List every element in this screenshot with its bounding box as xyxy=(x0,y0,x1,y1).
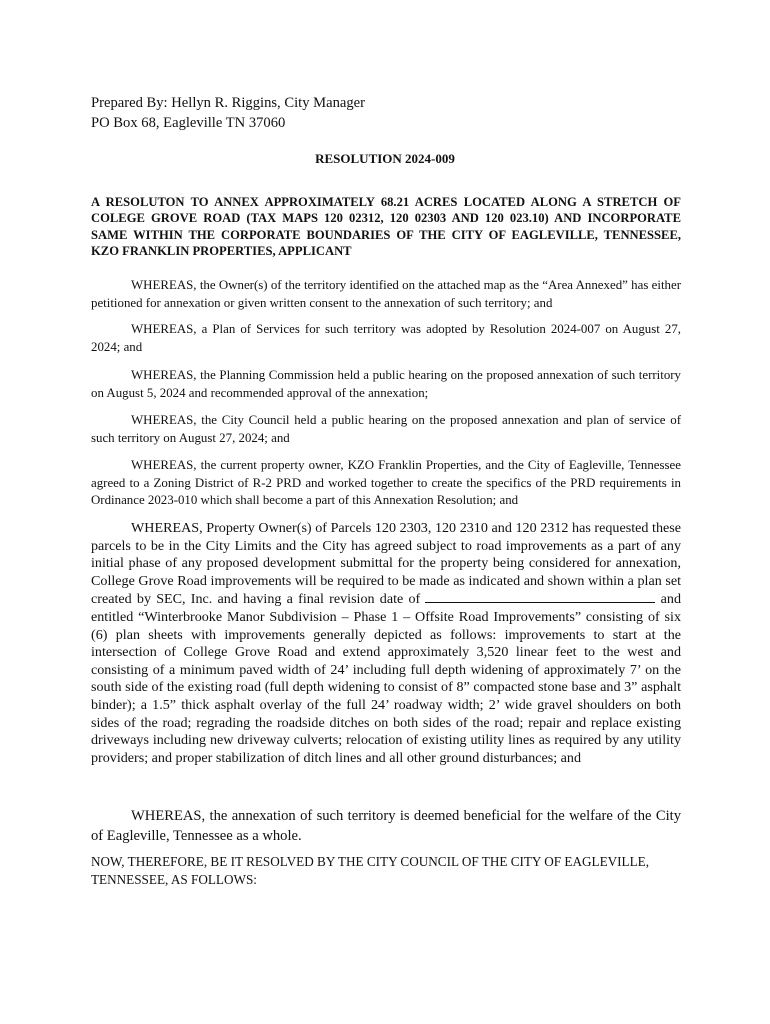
beneficial-paragraph xyxy=(91,806,681,846)
whereas-text: WHEREAS, the annexation of such territory is deemed beneficial for the welfare of the City of Eagleville, Tennessee as a whole. xyxy=(91,808,681,844)
prepared-by-block xyxy=(91,93,365,133)
whereas-text: WHEREAS, the current property owner, KZO Franklin Properties, and the City of Eagleville, Tennessee agreed to a Zoning District of R-2 PRD and worked together to create the specifics of the PRD requirements in Ordinance 2023-010 which shall become a part of this Annexation Resolution; and xyxy=(91,458,681,508)
resolution-heading: A RESOLUTON TO ANNEX APPROXIMATELY 68.21 ACRES LOCATED ALONG A STRETCH OF COLEGE GROVE ROAD (TAX MAPS 120 02312, 120 02303 AND 120 023.10) AND INCORPORATE SAME WITHIN THE CORPORATE BOUNDARIES OF THE CITY OF EAGLEVILLE, TENNESSEE, KZO FRANKLIN PROPERTIES, APPLICANT xyxy=(91,195,681,259)
whereas-text: WHEREAS, the City Council held a public hearing on the proposed annexation and plan of service of such territory on August 27, 2024; and xyxy=(91,413,681,445)
road-paragraph-part2: and entitled “Winterbrooke Manor Subdivision – Phase 1 – Offsite Road Improvements” consisting of six (6) plan sheets with improvements generally depicted as follows: improvements to start at the intersection of College Grove Road and extend approximately 3,520 linear feet to the west and consisting of a minimum paved width of 24’ including full depth widening of approximately 7’ on the south side of the existing road (full depth widening to consist of 8” compacted stone base and 3” asphalt binder); a 1.5” thick asphalt overlay of the full 24’ roadway width; 2’ wide gravel shoulders on both sides of the road; regrading the roadside ditches on both sides of the road; repair and replace existing driveways including new driveway culverts; relocation of existing utility lines as required by any utility providers; and proper stabilization of ditch lines and all other ground disturbances; and xyxy=(91,591,681,766)
prepared-by-line: Prepared By: Hellyn R. Riggins, City Manager xyxy=(91,95,366,111)
whereas-text: WHEREAS, a Plan of Services for such territory was adopted by Resolution 2024-007 on August 27, 2024; and xyxy=(91,322,681,354)
whereas-paragraph-3 xyxy=(91,367,681,402)
whereas-paragraph-1 xyxy=(91,277,681,312)
whereas-paragraph-2 xyxy=(91,321,681,356)
whereas-paragraph-4 xyxy=(91,412,681,447)
resolved-clause: NOW, THEREFORE, BE IT RESOLVED BY THE CITY COUNCIL OF THE CITY OF EAGLEVILLE, TENNESSEE, AS FOLLOWS: xyxy=(91,854,650,887)
whereas-paragraph-5 xyxy=(91,457,681,510)
whereas-text: WHEREAS, the Planning Commission held a public hearing on the proposed annexation of such territory on August 5, 2024 and recommended approval of the annexation; xyxy=(91,368,681,400)
address-line: PO Box 68, Eagleville TN 37060 xyxy=(91,115,286,131)
road-paragraph-part1: WHEREAS, Property Owner(s) of Parcels 120 2303, 120 2310 and 120 2312 has requested these parcels to be in the City Limits and the City has agreed subject to road improvements as a part of any initial phase of any proposed development submittal for the property being considered for annexation, College Grove Road improvements will be required to be made as indicated and shown within a plan set created by SEC, Inc. and having a final revision date of xyxy=(91,520,681,608)
resolution-number: RESOLUTION 2024-009 xyxy=(315,151,455,166)
road-improvements-paragraph xyxy=(91,520,681,767)
whereas-text: WHEREAS, the Owner(s) of the territory identified on the attached map as the “Area Annexed” has either petitioned for annexation or given written consent to the annexation of such territory; and xyxy=(91,278,681,310)
revision-date-blank xyxy=(425,590,655,603)
